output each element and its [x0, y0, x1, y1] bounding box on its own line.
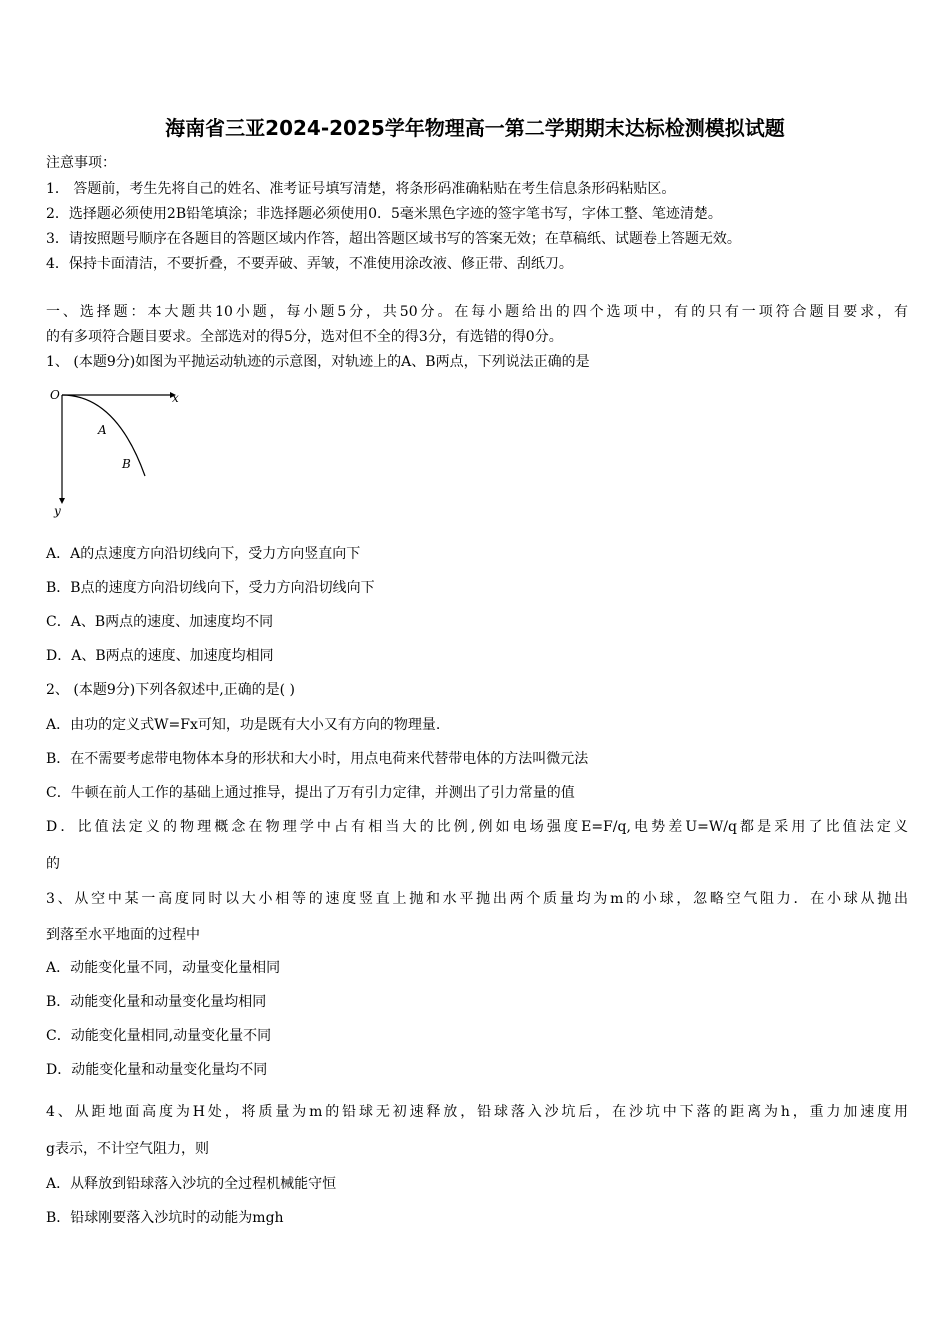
question-3-stem-line-1: 3、从空中某一高度同时以大小相等的速度竖直上抛和水平抛出两个质量均为m的小球，忽略空气阻力．在小球从抛出: [46, 891, 908, 907]
question-1-stem: 1、 (本题9分)如图为平抛运动轨迹的示意图，对轨迹上的A、B两点，下列说法正确的是: [46, 354, 590, 370]
q1-option-b: B．B点的速度方向沿切线向下，受力方向沿切线向下: [46, 580, 375, 596]
origin-label: O: [50, 388, 60, 402]
q3-option-c: C．动能变化量相同,动量变化量不同: [46, 1028, 272, 1044]
x-axis-label: x: [172, 391, 179, 405]
projectile-trajectory-figure: [46, 382, 196, 522]
notice-item-4: 4．保持卡面清洁，不要折叠，不要弄破、弄皱，不准使用涂改液、修正带、刮纸刀。: [46, 256, 573, 272]
q1-option-d: D．A、B两点的速度、加速度均相同: [46, 648, 274, 664]
page-title: 海南省三亚2024-2025学年物理高一第二学期期末达标检测模拟试题: [165, 116, 785, 140]
question-4-stem-line-2: g表示，不计空气阻力，则: [46, 1141, 209, 1157]
q3-option-a: A．动能变化量不同，动量变化量相同: [46, 960, 281, 976]
q2-option-d-continued: 的: [46, 856, 60, 872]
q4-option-a: A．从释放到铅球落入沙坑的全过程机械能守恒: [46, 1176, 337, 1192]
notice-item-2: 2．选择题必须使用2B铅笔填涂；非选择题必须使用0．5毫米黑色字迹的签字笔书写，字体工整、笔迹清楚。: [46, 206, 722, 222]
y-axis-label: y: [54, 504, 61, 518]
q2-option-c: C．牛顿在前人工作的基础上通过推导，提出了万有引力定律，并测出了引力常量的值: [46, 785, 575, 801]
q2-option-a: A．由功的定义式W=Fx可知，功是既有大小又有方向的物理量.: [46, 717, 441, 733]
q1-option-c: C．A、B两点的速度、加速度均不同: [46, 614, 274, 630]
q1-option-a: A．A的点速度方向沿切线向下，受力方向竖直向下: [46, 546, 361, 562]
notice-item-3: 3．请按照题号顺序在各题目的答题区域内作答，超出答题区域书写的答案无效；在草稿纸、试题卷上答题无效。: [46, 231, 741, 247]
question-2-stem: 2、 (本题9分)下列各叙述中,正确的是( ): [46, 682, 296, 698]
point-b-label: B: [122, 457, 131, 471]
q4-option-b: B．铅球刚要落入沙坑时的动能为mgh: [46, 1210, 284, 1226]
notice-heading: 注意事项：: [46, 155, 116, 171]
notice-item-1: 1． 答题前，考生先将自己的姓名、准考证号填写清楚，将条形码准确粘贴在考生信息条形码粘贴区。: [46, 181, 676, 197]
q3-option-b: B．动能变化量和动量变化量均相同: [46, 994, 267, 1010]
q3-option-d: D．动能变化量和动量变化量均不同: [46, 1062, 268, 1078]
question-3-stem-line-2: 到落至水平地面的过程中: [46, 927, 200, 943]
q2-option-b: B．在不需要考虑带电物体本身的形状和大小时，用点电荷来代替带电体的方法叫微元法: [46, 751, 589, 767]
point-a-label: A: [98, 423, 107, 437]
section-intro-line-1: 一、选择题：本大题共10小题，每小题5分，共50分。在每小题给出的四个选项中，有的只有一项符合题目要求，有: [46, 304, 908, 320]
q2-option-d: D．比值法定义的物理概念在物理学中占有相当大的比例,例如电场强度E=F/q,电势差U=W/q都是采用了比值法定义: [46, 819, 908, 835]
question-4-stem-line-1: 4、从距地面高度为H处，将质量为m的铅球无初速释放，铅球落入沙坑后，在沙坑中下落的距离为h，重力加速度用: [46, 1104, 908, 1120]
section-intro-line-2: 的有多项符合题目要求。全部选对的得5分，选对但不全的得3分，有选错的得0分。: [46, 329, 563, 345]
